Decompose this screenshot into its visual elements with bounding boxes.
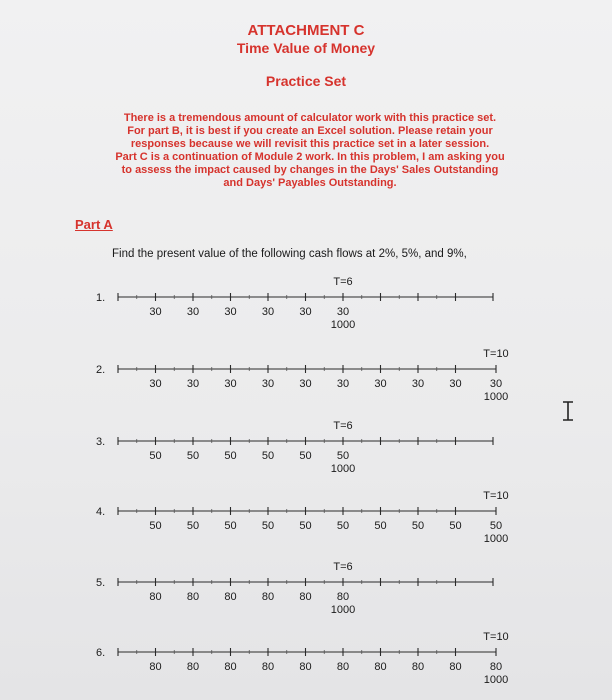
- timeline-number: 5.: [96, 577, 106, 589]
- cash-flow-amount: 50: [224, 520, 237, 532]
- final-payment-amount: 1000: [483, 533, 509, 545]
- cash-flow-amount: 30: [261, 378, 275, 390]
- maturity-marker: T=10: [483, 490, 509, 502]
- cash-flow-amount: 80: [299, 591, 312, 603]
- cash-flow-amount: 30: [374, 378, 387, 390]
- cash-flow-amount: 50: [261, 450, 275, 462]
- part-a-heading: Part A: [75, 217, 113, 232]
- intro-line: Part C is a continuation of Module 2 work. In this problem, I am asking you: [115, 151, 505, 163]
- maturity-marker: T=6: [333, 276, 353, 288]
- cash-flow-amount: 80: [149, 661, 162, 673]
- cash-flow-amount: 80: [149, 591, 162, 603]
- maturity-marker: T=10: [483, 348, 509, 360]
- cash-flow-amount: 50: [489, 520, 503, 532]
- cash-flow-amount: 30: [186, 378, 200, 390]
- cash-flow-amount: 80: [449, 661, 462, 673]
- text-cursor-icon: [561, 401, 575, 421]
- cash-flow-amount: 50: [336, 520, 350, 532]
- final-payment-amount: 1000: [330, 319, 356, 331]
- cash-flow-amount: 30: [224, 378, 237, 390]
- cash-flow-amount: 50: [186, 450, 200, 462]
- cash-flow-amount: 50: [224, 450, 237, 462]
- intro-line: responses because we will revisit this practice set in a later session.: [130, 138, 490, 150]
- cash-flow-amount: 30: [449, 378, 462, 390]
- cash-flow-amount: 30: [224, 306, 237, 318]
- cash-flow-amount: 30: [299, 378, 312, 390]
- cash-flow-amount: 50: [149, 450, 162, 462]
- cash-flow-amount: 30: [149, 306, 162, 318]
- cash-flow-amount: 30: [336, 378, 350, 390]
- cash-flow-amount: 50: [149, 520, 162, 532]
- cash-flow-amount: 80: [411, 661, 425, 673]
- cash-flow-amount: 50: [336, 450, 350, 462]
- final-payment-amount: 1000: [330, 463, 356, 475]
- practice-set-title: Practice Set: [265, 73, 347, 89]
- cash-flow-amount: 50: [449, 520, 462, 532]
- timeline-number: 2.: [96, 364, 106, 376]
- intro-line: For part B, it is best if you create an Excel solution. Please retain your: [127, 125, 493, 137]
- maturity-marker: T=6: [333, 561, 353, 573]
- intro-line: to assess the impact caused by changes in the Days' Sales Outstanding: [121, 164, 499, 176]
- cash-flow-amount: 50: [411, 520, 425, 532]
- part-a-instruction: Find the present value of the following cash flows at 2%, 5%, and 9%,: [112, 248, 467, 260]
- cash-flow-amount: 80: [261, 591, 275, 603]
- timeline-number: 4.: [96, 506, 106, 518]
- cash-flow-amount: 50: [299, 450, 312, 462]
- cash-flow-amount: 80: [336, 591, 350, 603]
- cash-flow-amount: 80: [186, 661, 200, 673]
- final-payment-amount: 1000: [330, 604, 356, 616]
- intro-line: There is a tremendous amount of calculator work with this practice set.: [123, 112, 497, 124]
- cash-flow-amount: 80: [224, 661, 237, 673]
- final-payment-amount: 1000: [483, 391, 509, 403]
- timeline-number: 3.: [96, 436, 106, 448]
- cash-flow-amount: 30: [261, 306, 275, 318]
- maturity-marker: T=6: [333, 420, 353, 432]
- intro-line: and Days' Payables Outstanding.: [223, 177, 397, 189]
- timeline-number: 1.: [96, 292, 106, 304]
- cash-flow-amount: 50: [261, 520, 275, 532]
- cash-flow-amount: 50: [299, 520, 312, 532]
- timeline-number: 6.: [96, 647, 106, 659]
- cash-flow-amount: 30: [489, 378, 503, 390]
- cash-flow-amount: 30: [149, 378, 162, 390]
- cash-flow-amount: 80: [489, 661, 503, 673]
- attachment-title: ATTACHMENT C: [247, 22, 365, 39]
- cash-flow-amount: 50: [374, 520, 387, 532]
- cash-flow-amount: 80: [374, 661, 387, 673]
- cash-flow-amount: 80: [299, 661, 312, 673]
- cash-flow-amount: 80: [261, 661, 275, 673]
- final-payment-amount: 1000: [483, 674, 509, 686]
- cash-flow-amount: 50: [186, 520, 200, 532]
- maturity-marker: T=10: [483, 631, 509, 643]
- cash-flow-amount: 80: [186, 591, 200, 603]
- cash-flow-amount: 30: [186, 306, 200, 318]
- cash-flow-amount: 80: [336, 661, 350, 673]
- attachment-subtitle: Time Value of Money: [236, 40, 376, 56]
- cash-flow-amount: 30: [411, 378, 425, 390]
- cash-flow-amount: 80: [224, 591, 237, 603]
- cash-flow-amount: 30: [336, 306, 350, 318]
- cash-flow-amount: 30: [299, 306, 312, 318]
